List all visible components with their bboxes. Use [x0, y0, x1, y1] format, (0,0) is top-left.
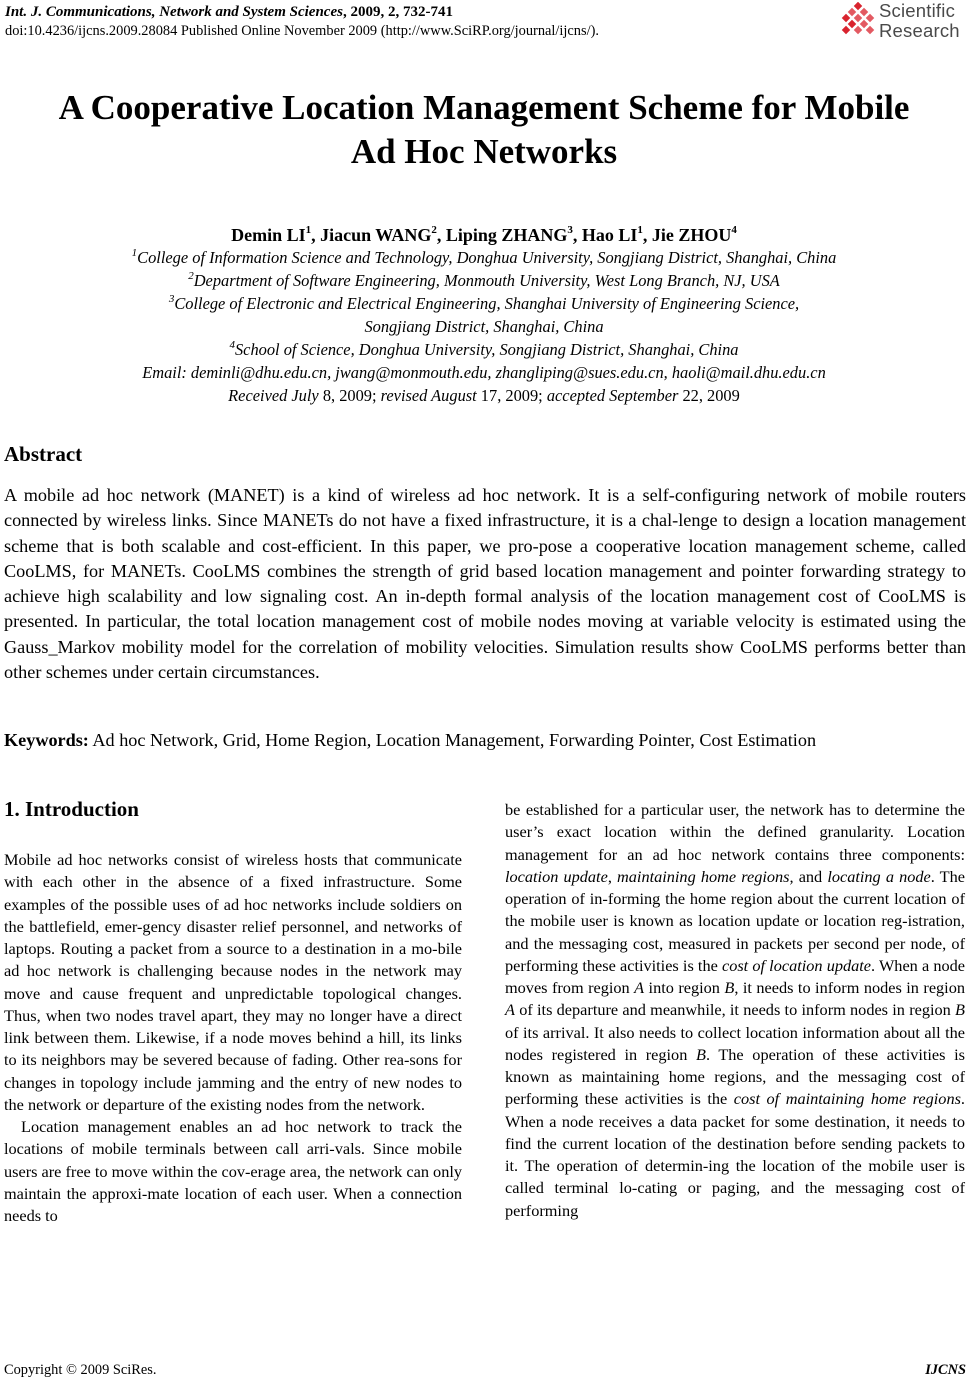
- keywords: [4, 728, 966, 753]
- author-name: Demin LI: [231, 225, 306, 245]
- logo-diamond: [866, 26, 874, 34]
- author-affiliation-mark: 1: [305, 224, 312, 236]
- logo-diamond: [842, 26, 850, 34]
- logo-diamond: [854, 14, 862, 22]
- author-affiliation-mark: 3: [567, 224, 573, 236]
- paper-title: [0, 86, 968, 174]
- abstract-heading: Abstract: [4, 442, 83, 466]
- author-separator: ,: [572, 225, 582, 245]
- abstract-text: A mobile ad hoc network (MANET) is a kind of wireless ad hoc network. It is a self-configuring network of mobile routers connected by wireless links. Since MANETs do not have a fixed infrastructure, it is a chal-lenge to design a location management scheme that is both scalable and cost-efficient. In this paper, we pro-pose a cooperative location management scheme, called CooLMS, for MANETs. CooLMS combines the strength of grid based location management and pointer forwarding strategy to achieve high scalability and low signaling cost. An in-depth formal analysis of the location management cost of CooLMS is presented. In particular, the total location management cost of mobile nodes moving at variable velocity is estimated using the Gauss_Markov mobility model for the correlation of mobility velocities. Simulation results show CooLMS performs better than other schemes under certain circumstances.: [4, 485, 966, 683]
- affiliation-2: $^2$Department of Software Engineering, Monmouth University, West Long Branch, NJ, USA: [188, 269, 780, 290]
- page-footer: [4, 1362, 966, 1379]
- left-column: [4, 849, 462, 1227]
- author-separator: ,: [642, 225, 652, 245]
- right-column: [505, 799, 965, 1222]
- affiliation-3: $^3$College of Electronic and Electrical Engineering, Shanghai University of Engineering Science,: [168, 292, 800, 313]
- section-heading-introduction: 1. Introduction: [4, 797, 139, 821]
- author-affiliation-mark: 2: [431, 224, 437, 236]
- affiliation-3-cont: Songjiang District, Shanghai, China: [364, 317, 604, 336]
- intro-paragraph-2: Location management enables an ad hoc network to track the locations of mobile terminals between call arri-vals. Since mobile users are free to move within the cov-erage area, the network can only maintain the approxi-mate location of each user. When a connection needs to: [4, 1117, 462, 1225]
- logo-diamond: [860, 20, 868, 28]
- email-line: Email: deminli@dhu.edu.cn, jwang@monmouth.edu, zhangliping@sues.edu.cn, haoli@mail.dhu.edu.cn: [142, 363, 826, 382]
- journal-name: Int. J. Communications, Network and System Sciences: [5, 4, 343, 20]
- copyright: Copyright © 2009 SciRes.: [4, 1362, 157, 1378]
- logo-text-line1: Scientific: [879, 0, 956, 21]
- doi-line: doi:10.4236/ijcns.2009.28084 Published Online November 2009 (http://www.SciRP.org/journal/ijcns/).: [5, 23, 599, 39]
- publisher-logo-icon: [841, 2, 875, 38]
- logo-diamond: [860, 8, 868, 16]
- dates-line: Received July 8, 2009; revised August 17, 2009; accepted September 22, 2009: [228, 386, 740, 405]
- logo-diamond: [866, 14, 874, 22]
- logo-diamond: [848, 20, 856, 28]
- author-separator: ,: [311, 225, 321, 245]
- journal-abbreviation: IJCNS: [925, 1362, 966, 1378]
- author-name: Hao LI: [581, 225, 638, 245]
- journal-citation: [5, 2, 825, 22]
- intro-paragraph-1: Mobile ad hoc networks consist of wireless hosts that communicate with each other in the absence of a fixed infrastructure. Some examples of the possible uses of ad hoc networks include soldiers on the battlefield, emer-gency disaster relief personnel, and networks of laptops. Routing a packet from a source to a destination in a mo-bile ad hoc network is challenging because nodes in the network may move and cause frequent and unpredictable topological changes. Thus, when two nodes travel apart, they may no longer have a direct link between them. Likewise, if a node moves behind a hill, its links to its neighbors may be severed because of fading. Other rea-sons for changes in topology include jamming and the entry of new nodes to the network or departure of the existing nodes from the network.: [4, 850, 462, 1114]
- logo-diamond: [854, 26, 862, 34]
- logo-text-line2: Research: [879, 20, 960, 41]
- journal-volume-pages: , 2009, 2, 732-741: [342, 4, 453, 20]
- intro-paragraph-2-cont: be established for a particular user, the network has to determine the user’s exact location within the defined granularity. Location management for an ad hoc network contains three components: location update, maintaining home regions, and locating a node. The operation of in-forming the home region about the current location of the mobile user is known as location update or location reg-istration, and the messaging cost, measured in packets per second per node, of performing these activities is the cost of location update. When a node moves from region A into region B, it needs to inform nodes in region A of its departure and meanwhile, it needs to inform nodes in region B of its arrival. It also needs to collect location information about all the nodes registered in region B. The operation of these activities is known as maintaining home regions, and the messaging cost of performing these activities is the cost of maintaining home regions. When a node receives a data packet for some destination, it needs to find the current location of the destination before sending packets to it. The operation of determin-ing the location of the mobile user is called terminal lo-cating or paging, and the messaging cost of performing: [505, 800, 965, 1220]
- author-list: [0, 224, 968, 246]
- logo-diamond: [842, 14, 850, 22]
- title-line2: Ad Hoc Networks: [350, 132, 618, 171]
- author-separator: ,: [436, 225, 446, 245]
- author-affiliation-mark: 1: [637, 224, 643, 236]
- affiliation-4: $^4$School of Science, Donghua University, Songjiang District, Shanghai, China: [229, 338, 739, 359]
- keywords-label: Keywords:: [4, 730, 89, 750]
- author-name: Jiacun WANG: [320, 225, 432, 245]
- publisher-logo: [841, 0, 966, 44]
- affiliation-1: $^1$College of Information Science and Technology, Donghua University, Songjiang District, Shanghai, China: [131, 246, 837, 267]
- logo-diamond: [854, 2, 862, 10]
- logo-diamond: [848, 8, 856, 16]
- author-name: Jie ZHOU: [651, 225, 732, 245]
- author-affiliation-mark: 4: [731, 224, 737, 236]
- keywords-text: Ad hoc Network, Grid, Home Region, Location Management, Forwarding Pointer, Cost Estimation: [88, 730, 817, 750]
- author-name: Liping ZHANG: [445, 225, 568, 245]
- running-header: [5, 2, 825, 41]
- title-line1: A Cooperative Location Management Scheme for Mobile: [58, 88, 910, 127]
